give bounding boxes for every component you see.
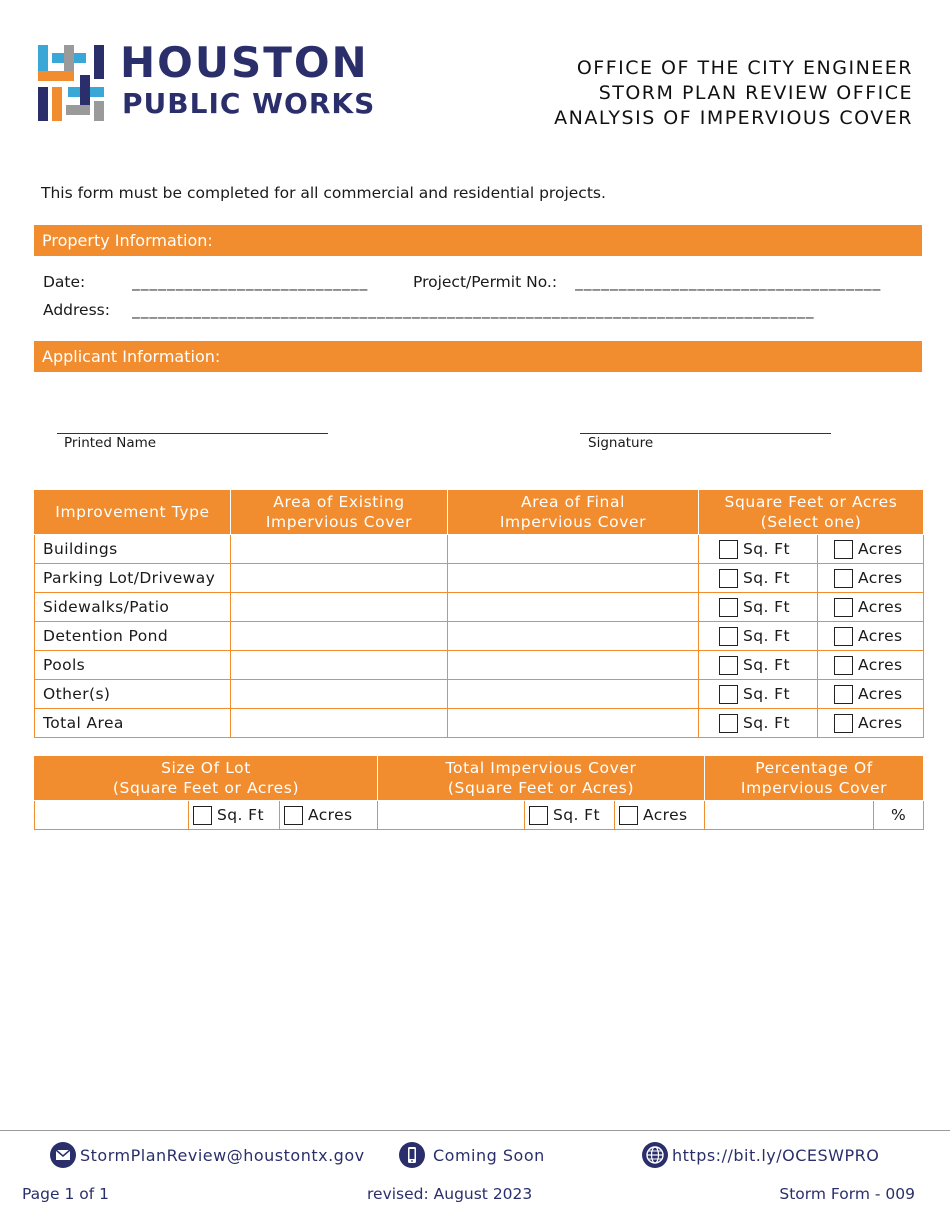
phone-icon (399, 1142, 425, 1168)
improvement-type-cell: Other(s) (35, 680, 231, 709)
header-lot-size: Size Of Lot (Square Feet or Acres) (35, 756, 378, 801)
footer-divider (0, 1130, 950, 1131)
table-row (35, 709, 924, 738)
acres-label: Acres (858, 655, 903, 674)
sqft-option[interactable] (699, 564, 818, 593)
signature-line[interactable] (580, 433, 831, 434)
applicant-info-bar: Applicant Information: (34, 341, 922, 372)
footer-revised: revised: August 2023 (367, 1185, 533, 1203)
header-total-impervious: Total Impervious Cover (Square Feet or Acres) (378, 756, 705, 801)
acres-label: Acres (858, 626, 903, 645)
existing-area-input[interactable] (231, 709, 448, 738)
improvement-table (34, 489, 924, 738)
existing-area-input[interactable] (231, 651, 448, 680)
acres-option[interactable] (818, 651, 924, 680)
lot-sqft-label: Sq. Ft (217, 805, 264, 824)
printed-name-label: Printed Name (64, 435, 157, 451)
summary-table (34, 755, 924, 830)
sqft-label: Sq. Ft (743, 655, 790, 674)
sqft-label: Sq. Ft (743, 539, 790, 558)
total-acres-label: Acres (643, 805, 688, 824)
footer-url[interactable]: https://bit.ly/OCESWPRO (672, 1146, 880, 1165)
existing-area-input[interactable] (231, 564, 448, 593)
globe-icon (642, 1142, 668, 1168)
improvement-type-cell: Detention Pond (35, 622, 231, 651)
sqft-option[interactable] (699, 593, 818, 622)
table-row (35, 593, 924, 622)
existing-area-input[interactable] (231, 593, 448, 622)
acres-checkbox[interactable] (834, 656, 853, 675)
sqft-checkbox[interactable] (719, 656, 738, 675)
total-sqft-option[interactable] (525, 801, 615, 830)
sqft-option[interactable] (699, 680, 818, 709)
email-icon (50, 1142, 76, 1168)
logo-public-works-text: PUBLIC WORKS (122, 87, 376, 120)
header-existing-area: Area of Existing Impervious Cover (231, 490, 448, 535)
acres-option[interactable] (818, 535, 924, 564)
table-row (35, 535, 924, 564)
improvement-type-cell: Sidewalks/Patio (35, 593, 231, 622)
acres-checkbox[interactable] (834, 598, 853, 617)
lot-sqft-checkbox[interactable] (193, 806, 212, 825)
acres-label: Acres (858, 539, 903, 558)
final-area-input[interactable] (448, 680, 699, 709)
improvement-type-cell: Buildings (35, 535, 231, 564)
signature-label: Signature (588, 435, 654, 451)
acres-label: Acres (858, 684, 903, 703)
footer-form-id: Storm Form - 009 (779, 1185, 915, 1203)
houston-logo-mark (38, 45, 108, 121)
lot-acres-label: Acres (308, 805, 353, 824)
sqft-label: Sq. Ft (743, 568, 790, 587)
sqft-checkbox[interactable] (719, 714, 738, 733)
sqft-option[interactable] (699, 651, 818, 680)
footer-page-number: Page 1 of 1 (22, 1185, 109, 1203)
date-field[interactable]: ___________________________ (132, 273, 369, 291)
acres-option[interactable] (818, 564, 924, 593)
sqft-checkbox[interactable] (719, 685, 738, 704)
header-line-3: ANALYSIS OF IMPERVIOUS COVER (554, 107, 913, 129)
sqft-checkbox[interactable] (719, 627, 738, 646)
sqft-checkbox[interactable] (719, 540, 738, 559)
acres-checkbox[interactable] (834, 540, 853, 559)
address-field[interactable]: ______________________________________________________________________________ (132, 301, 815, 319)
sqft-checkbox[interactable] (719, 598, 738, 617)
final-area-input[interactable] (448, 535, 699, 564)
final-area-input[interactable] (448, 622, 699, 651)
lot-sqft-option[interactable] (189, 801, 280, 830)
sqft-option[interactable] (699, 535, 818, 564)
table-row (35, 564, 924, 593)
sqft-label: Sq. Ft (743, 684, 790, 703)
header-final-area: Area of Final Impervious Cover (448, 490, 699, 535)
header-units: Square Feet or Acres (Select one) (699, 490, 924, 535)
total-sqft-checkbox[interactable] (529, 806, 548, 825)
table-row (35, 651, 924, 680)
lot-acres-option[interactable] (280, 801, 378, 830)
final-area-input[interactable] (448, 593, 699, 622)
sqft-checkbox[interactable] (719, 569, 738, 588)
acres-option[interactable] (818, 709, 924, 738)
permit-field[interactable]: ___________________________________ (575, 273, 882, 291)
existing-area-input[interactable] (231, 680, 448, 709)
acres-option[interactable] (818, 680, 924, 709)
intro-text: This form must be completed for all commercial and residential projects. (41, 184, 606, 202)
lot-acres-checkbox[interactable] (284, 806, 303, 825)
header-percentage: Percentage Of Impervious Cover (705, 756, 924, 801)
table-row (35, 680, 924, 709)
footer-email[interactable]: StormPlanReview@houstontx.gov (80, 1146, 365, 1165)
existing-area-input[interactable] (231, 622, 448, 651)
final-area-input[interactable] (448, 709, 699, 738)
sqft-label: Sq. Ft (743, 597, 790, 616)
improvement-type-cell: Parking Lot/Driveway (35, 564, 231, 593)
sqft-label: Sq. Ft (743, 626, 790, 645)
total-acres-checkbox[interactable] (619, 806, 638, 825)
sqft-option[interactable] (699, 622, 818, 651)
header-improvement-type: Improvement Type (35, 490, 231, 535)
footer-phone: Coming Soon (433, 1146, 545, 1165)
total-sqft-label: Sq. Ft (553, 805, 600, 824)
total-acres-option[interactable] (615, 801, 705, 830)
percentage-input[interactable] (705, 801, 874, 830)
table-row (35, 622, 924, 651)
improvement-type-cell: Total Area (35, 709, 231, 738)
percent-sign: % (874, 801, 924, 830)
sqft-label: Sq. Ft (743, 713, 790, 732)
header-line-1: OFFICE OF THE CITY ENGINEER (576, 57, 913, 79)
sqft-option[interactable] (699, 709, 818, 738)
acres-checkbox[interactable] (834, 569, 853, 588)
acres-option[interactable] (818, 622, 924, 651)
acres-label: Acres (858, 597, 903, 616)
property-info-bar: Property Information: (34, 225, 922, 256)
lot-size-input[interactable] (35, 801, 189, 830)
date-label: Date: (43, 273, 86, 291)
final-area-input[interactable] (448, 651, 699, 680)
acres-label: Acres (858, 568, 903, 587)
permit-label: Project/Permit No.: (413, 273, 558, 291)
acres-label: Acres (858, 713, 903, 732)
acres-checkbox[interactable] (834, 627, 853, 646)
acres-option[interactable] (818, 593, 924, 622)
address-label: Address: (43, 301, 110, 319)
improvement-type-cell: Pools (35, 651, 231, 680)
printed-name-line[interactable] (57, 433, 328, 434)
final-area-input[interactable] (448, 564, 699, 593)
existing-area-input[interactable] (231, 535, 448, 564)
acres-checkbox[interactable] (834, 685, 853, 704)
total-impervious-input[interactable] (378, 801, 525, 830)
header-line-2: STORM PLAN REVIEW OFFICE (598, 82, 913, 104)
acres-checkbox[interactable] (834, 714, 853, 733)
logo-houston-text: HOUSTON (120, 38, 369, 87)
